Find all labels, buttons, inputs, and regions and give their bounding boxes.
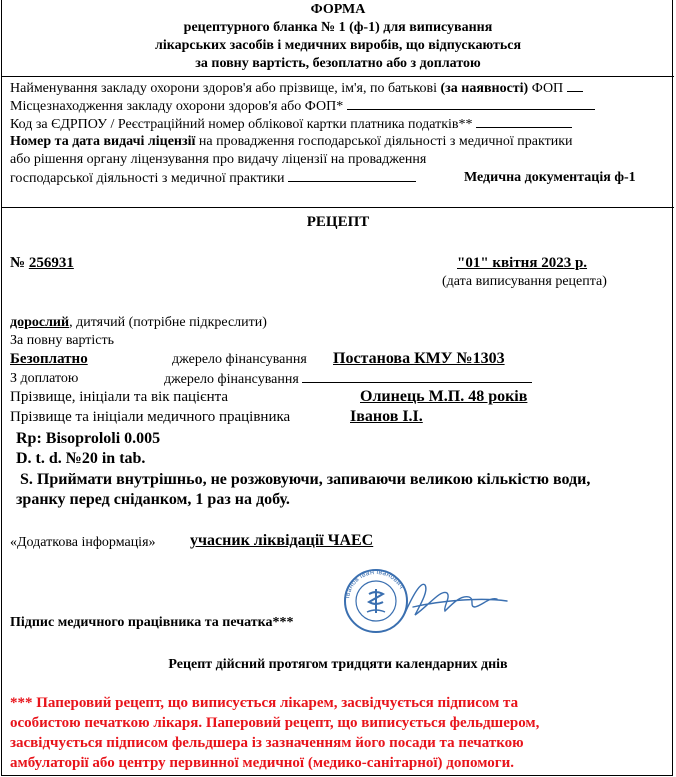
stamp-text: Іванов Іван Іванович <box>343 567 406 599</box>
institution-location-row: Місцезнаходження закладу охорони здоров'я або ФОП* <box>10 97 595 115</box>
recipe-date: "01" квітня 2023 р. <box>457 255 588 271</box>
patient-label: Прізвище, ініціали та вік пацієнта <box>10 389 229 405</box>
form-label: ФОРМА <box>310 2 366 17</box>
institution-name-blank <box>567 79 583 92</box>
license-row-2: або рішення органу ліцензування про видачу ліцензії на провадження <box>10 152 427 167</box>
validity-note: Рецепт дійсний протягом тридцяти календарних днів <box>168 657 508 672</box>
medical-documentation: Медична документація ф-1 <box>464 170 636 185</box>
institution-code-row: Код за ЄДРПОУ / Реєстраційний номер облікової картки платника податків** <box>10 115 572 133</box>
dtd-line: D. t. d. №20 in tab. <box>16 450 146 467</box>
extra-info-label: «Додаткова інформація» <box>10 535 156 550</box>
recipe-title: РЕЦЕПТ <box>306 214 370 230</box>
divider-middle <box>2 207 674 208</box>
footnote-line-1: *** Паперовий рецепт, що виписується лікарем, засвідчується підписом та <box>10 695 519 711</box>
extra-info-value: учасник ліквідації ЧАЕС <box>190 532 374 549</box>
form-title-line-3: за повну вартість, безоплатно або з доплатою <box>195 56 481 71</box>
signa-line-2: зранку перед сніданком, 1 раз на добу. <box>16 491 290 508</box>
recipe-number: № 256931 <box>10 255 74 271</box>
form-title-line-2: лікарських засобів і медичних виробів, що відпускаються <box>154 38 522 53</box>
svg-text:Іванов Іван Іванович <box>343 568 406 599</box>
prescription-form <box>1 0 673 776</box>
copay-funding-row: джерело фінансування <box>164 370 532 388</box>
signa-line-1: S. Приймати внутрішньо, не розжовуючи, запиваючи великою кількістю води, <box>20 471 591 488</box>
funding-value: Постанова КМУ №1303 <box>333 350 505 367</box>
license-blank <box>288 169 416 182</box>
funding-label: джерело фінансування <box>172 352 307 367</box>
recipe-date-caption: (дата виписування рецепта) <box>442 274 607 289</box>
footnote-line-3: засвідчується підписом фельдшера із зазначенням його посади та печаткою <box>10 735 524 751</box>
institution-name-row: Найменування закладу охорони здоров'я або прізвище, ім'я, по батькові (за наявності) ФОП <box>10 79 583 97</box>
copay-funding-blank <box>302 370 532 383</box>
signature <box>405 584 507 615</box>
license-row-3: господарської діяльності з медичної практики <box>10 169 416 187</box>
form-title-line-1: рецептурного бланка № 1 (ф-1) для виписування <box>183 20 493 35</box>
doctor-label: Прізвище та ініціали медичного працівника <box>10 409 291 425</box>
copay-label: З доплатою <box>10 371 79 386</box>
patient-type: дорослий, дитячий (потрібне підкреслити) <box>10 315 267 330</box>
doctor-value: Іванов І.І. <box>350 408 423 425</box>
patient-value: Олинець М.П. 48 років <box>360 388 528 405</box>
institution-location-blank <box>347 97 595 110</box>
institution-code-blank <box>476 115 572 128</box>
stamp-and-signature <box>329 567 529 635</box>
full-price-label: За повну вартість <box>10 333 115 348</box>
signature-label: Підпис медичного працівника та печатка*** <box>10 615 294 630</box>
divider-top <box>2 76 674 77</box>
rp-line: Rp: Bisoprololi 0.005 <box>16 430 161 447</box>
stamp <box>343 568 407 632</box>
free-label: Безоплатно <box>10 351 88 367</box>
footnote-line-2: особистою печаткою лікаря. Паперовий рецепт, що виписується фельдшером, <box>10 715 540 731</box>
license-row-1: Номер та дата видачі ліцензії на провадження господарської діяльності з медичної практики <box>10 134 573 149</box>
footnote-line-4: амбулаторії або центру первинної медичної (медико-санітарної) допомоги. <box>10 755 514 771</box>
